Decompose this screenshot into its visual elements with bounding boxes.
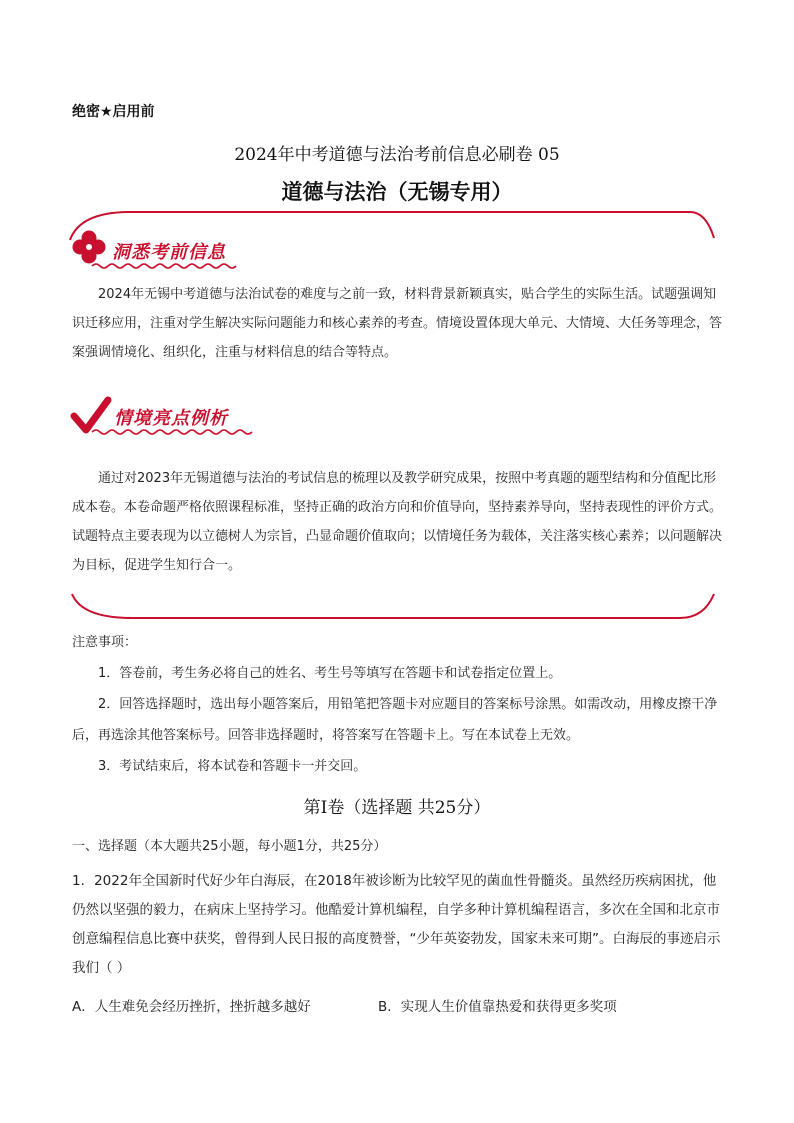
wavy-underline-1 <box>92 264 236 268</box>
question-stem: 1．2022年全国新时代好少年白海辰，在2018年被诊断为比较罕见的菌血性骨髓炎。虽然经历疾病困扰，他仍然以坚强的毅力，在病床上坚持学习。他酷爱计算机编程，自学多种计算机编程语言，多次在全国和北京市创意编程信息比赛中获奖，曾得到人民日报的高度赞誉，“少年英姿勃发，国家未来可期”。白海辰的事迹启示我们（ ） <box>72 873 721 976</box>
part-title: 第Ⅰ卷（选择题 共25分） <box>303 798 491 818</box>
notes-heading: 注意事项： <box>72 635 138 650</box>
highlight-paragraph: 通过对2023年无锡道德与法治的考试信息的梳理以及教学研究成果，按照中考真题的题型结构和分值配比形成本卷。本卷命题严格依照课程标准，坚持正确的政治方向和价值导向，坚持素养导向，坚持表现性的评价方式。试题特点主要表现为以立德树人为宗旨，凸显命题价值取向；以情境任务为载体，关注落实核心素养；以问题解决为目标，促进学生知行合一。 <box>72 471 723 573</box>
confidential-label: 绝密★启用前 <box>72 104 155 120</box>
checkmark-icon <box>70 396 112 436</box>
wavy-underline-2 <box>92 430 252 434</box>
note-item: 2．回答选择题时，选出每小题答案后，用铅笔把答题卡对应题目的答案标号涂黑。如需改动，用橡皮擦干净后，再选涂其他答案标号。回答非选择题时，将答案写在答题卡上。写在本试卷上无效。 <box>72 697 718 743</box>
question-options <box>72 993 722 1022</box>
bottom-arc <box>72 594 714 618</box>
top-arc <box>70 212 714 240</box>
info-paragraph: 2024年无锡中考道德与法治试卷的难度与之前一致，材料背景新颖真实，贴合学生的实际生活。试题强调知识迁移应用，注重对学生解决实际问题能力和核心素养的考查。情境设置体现大单元、大情境、大任务等理念，答案强调情境化、组织化，注重与材料信息的结合等特点。 <box>72 287 723 360</box>
four-petal-flower-icon <box>72 230 106 264</box>
exam-subtitle: 道德与法治（无锡专用） <box>281 180 513 204</box>
note-item: 1．答卷前，考生务必将自己的姓名、考生号等填写在答题卡和试卷指定位置上。 <box>98 666 562 681</box>
notes-block <box>72 627 722 782</box>
exam-title: 2024年中考道德与法治考前信息必刷卷 05 <box>234 145 560 165</box>
section-heading-highlight: 情境亮点例析 <box>114 408 228 429</box>
note-item: 3．考试结束后，将本试卷和答题卡一并交回。 <box>98 759 367 774</box>
section-heading-info: 洞悉考前信息 <box>112 242 226 263</box>
option-b: B．实现人生价值靠热爱和获得更多奖项 <box>378 999 617 1015</box>
option-a: A．人生难免会经历挫折，挫折越多越好 <box>72 999 311 1015</box>
section-label: 一、选择题（本大题共25小题，每小题1分，共25分） <box>72 839 387 854</box>
